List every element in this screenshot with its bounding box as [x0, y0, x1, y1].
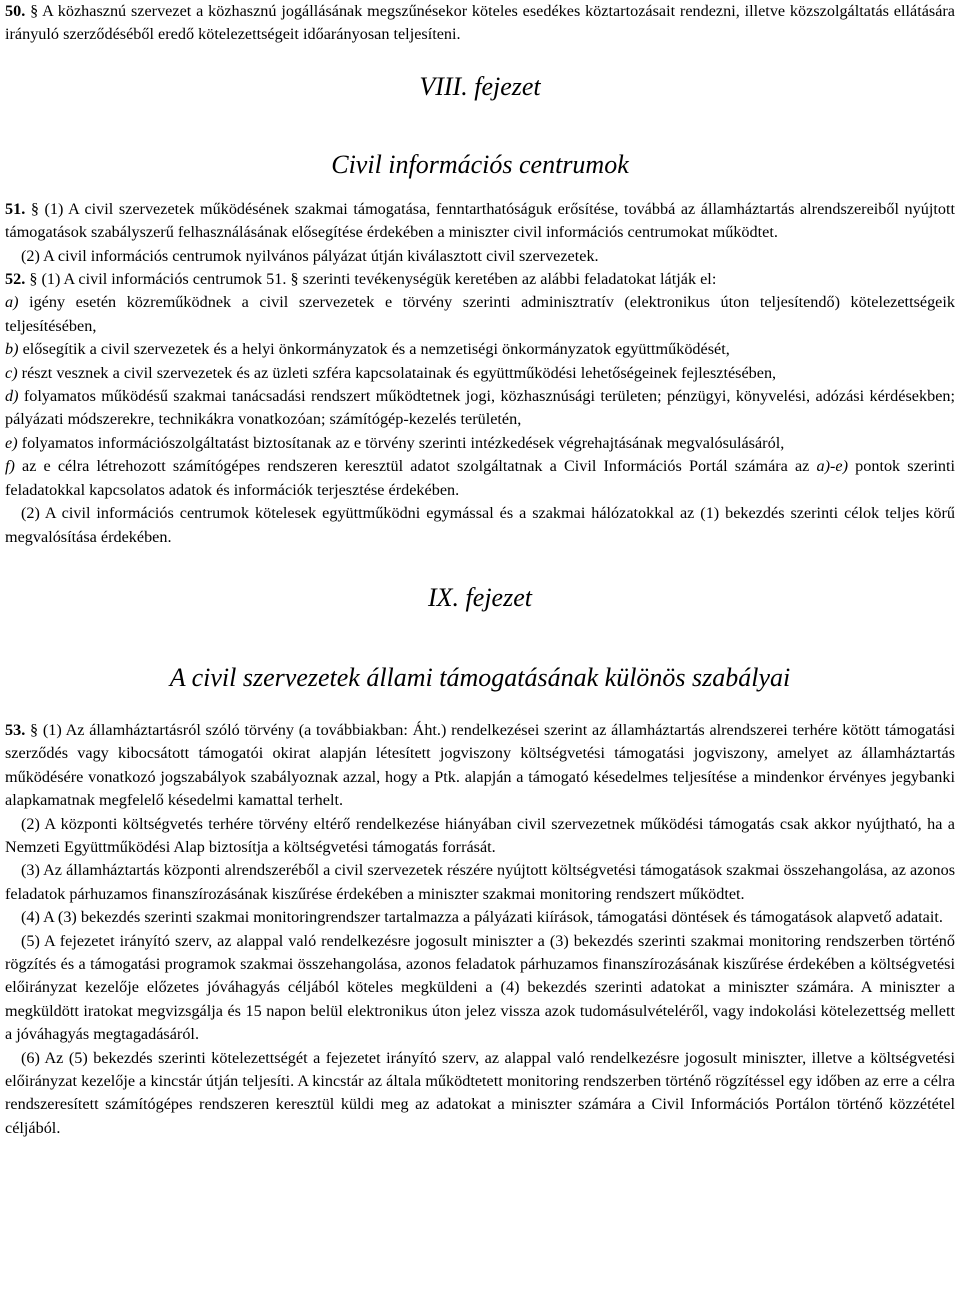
- section-paragraph-marker: §: [29, 270, 38, 289]
- list-item: e) folyamatos információszolgáltatást biztosítanak az e törvény szerinti intézkedések végrehajtásának megvalósulásáról,: [5, 433, 785, 452]
- list-item: c) részt vesznek a civil szervezetek és az üzleti szféra kapcsolatainak és együttműködési lehetőségeinek fejlesztésében,: [5, 363, 777, 382]
- chapter-number: IX. fejezet: [428, 582, 532, 612]
- section-number: 51.: [5, 199, 26, 218]
- section-53-subsection-2: (2) A központi költségvetés terhére törvény eltérő rendelkezése hiányában civil szervezetnek működési támogatás csak akkor nyújtható, ha a Nemzeti Együttműködési Alap biztosítja a költségvetési támogatás forrását.: [5, 814, 955, 856]
- section-number: 52.: [5, 270, 26, 289]
- section-53-subsection-6: (6) Az (5) bekezdés szerinti kötelezettségét a fejezetet irányító szerv, az alappal való rendelkezésre jogosult miniszter, illetve a költségvetési előirányzat kezelője a kincstár útján teljesíti. A kincstár az általa működtetett monitoring rendszerben történő rögzítéssel egy időben az erre a célra rendszeresített számítógépes rendszeren keresztül küldi meg az adatokat a miniszter számára a Civil Információs Portálon történő közzététel céljából.: [5, 1048, 955, 1137]
- section-paragraph-marker: §: [30, 2, 39, 20]
- section-53-subsection-3: (3) Az államháztartás központi alrendszeréből a civil szervezetek részére nyújtott költségvetési támogatások szakmai összehangolása, az azonos feladatok párhuzamos finanszírozásának kiszűrése érdekében a miniszter szakmai monitoring rendszert működtet.: [5, 861, 955, 903]
- chapter-title: A civil szervezetek állami támogatásának különös szabályai: [169, 662, 791, 692]
- list-item: a) igény esetén közreműködnek a civil szervezetek e törvény szerinti adminisztratív (elektronikus úton teljesítendő) kötelezettségeik teljesítésében,: [5, 293, 955, 335]
- chapter-number: VIII. fejezet: [419, 71, 541, 101]
- section-paragraph-marker: §: [30, 720, 39, 739]
- section-number: 53.: [5, 720, 26, 739]
- section-51-subsection-2: (2) A civil információs centrumok nyilvános pályázat útján kiválasztott civil szervezetek.: [21, 246, 599, 265]
- list-item: d) folyamatos működésű szakmai tanácsadási rendszert működtetnek jogi, közhasznúsági területen; pénzügyi, könyvelési, adózási kérdésekben; pályázati módszerekre, technikákra vonatkozóan; számítógép-kezelés területén,: [5, 387, 955, 429]
- section-53-subsection-4: (4) A (3) bekezdés szerinti szakmai monitoringrendszer tartalmazza a pályázati kiírások, támogatási döntések és támogatások alapvető adatait.: [21, 908, 943, 927]
- section-52: 52. § (1) A civil információs centrumok 51. § szerinti tevékenységük keretében az alábbi feladatokat látják el:: [5, 270, 717, 289]
- list-item: b) elősegítik a civil szervezetek és a helyi önkormányzatok és a nemzetiségi önkormányzatok együttműködését,: [5, 340, 730, 359]
- section-51: 51. § (1) A civil szervezetek működésének szakmai támogatása, fenntarthatóságuk erősítése, továbbá az államháztartás alrendszereiből nyújtott támogatások szabályszerű felhasználásának elősegítése érdekében a miniszter civil információs centrumokat működtet.: [5, 199, 956, 242]
- section-paragraph-marker: §: [30, 199, 39, 218]
- section-53-subsection-5: (5) A fejezetet irányító szerv, az alappal való rendelkezésre jogosult miniszter a (3) bekezdés szerinti szakmai monitoring rendszerben történő rögzítés és a támogatási programok szakmai összehangolása, azonos feladatok párhuzamos finanszírozásának kiszűrése érdekében a költségvetési előirányzat kezelője előzetes jóváhagyás céljából köteles megküldeni a (4) bekezdés szerinti adatokat a miniszter számára. A miniszter a megküldött iratokat megvizsgálja és 15 napon belül elektronikus úton jelez vissza azok tudomásulvételéről, vagy indokolási kötelezettség mellett a jóváhagyás megtagadásáról.: [5, 931, 955, 1044]
- section-50: 50. § A közhasznú szervezet a közhasznú jogállásának megszűnésekor köteles esedékes köztartozásait rendezni, illetve közszolgáltatás ellátására irányuló szerződéséből eredő kötelezettségeit időarányosan teljesíteni.: [5, 2, 955, 44]
- section-53: 53. § (1) Az államháztartásról szóló törvény (a továbbiakban: Áht.) rendelkezései szerint az államháztartás alrendszerei terhére kötött támogatási szerződés vagy kibocsátott támogatói okirat alapján létesített jogviszony költségvetési támogatási jogviszony, amelyet az államháztartás működésére vonatkozó jogszabályok szabályoznak azzal, hogy a Ptk. alapján a támogató késedelmes teljesítése a mindenkor érvényes jegybanki alapkamatnak megfelelő késedelmi kamattal terhelt.: [5, 720, 955, 810]
- section-52-subsection-2: (2) A civil információs centrumok kötelesek együttműködni egymással és a szakmai hálózatokkal az (1) bekezdés szerinti célok teljes körű megvalósítása érdekében.: [5, 504, 955, 546]
- chapter-title: Civil információs centrumok: [331, 149, 629, 179]
- list-item: f) az e célra létrehozott számítógépes rendszeren keresztül adatot szolgáltatnak a Civil Információs Portál számára az a)-e) pontok szerinti feladatokkal kapcsolatos adatok és információk terjesztése érdekében.: [5, 457, 955, 499]
- section-number: 50.: [5, 2, 26, 20]
